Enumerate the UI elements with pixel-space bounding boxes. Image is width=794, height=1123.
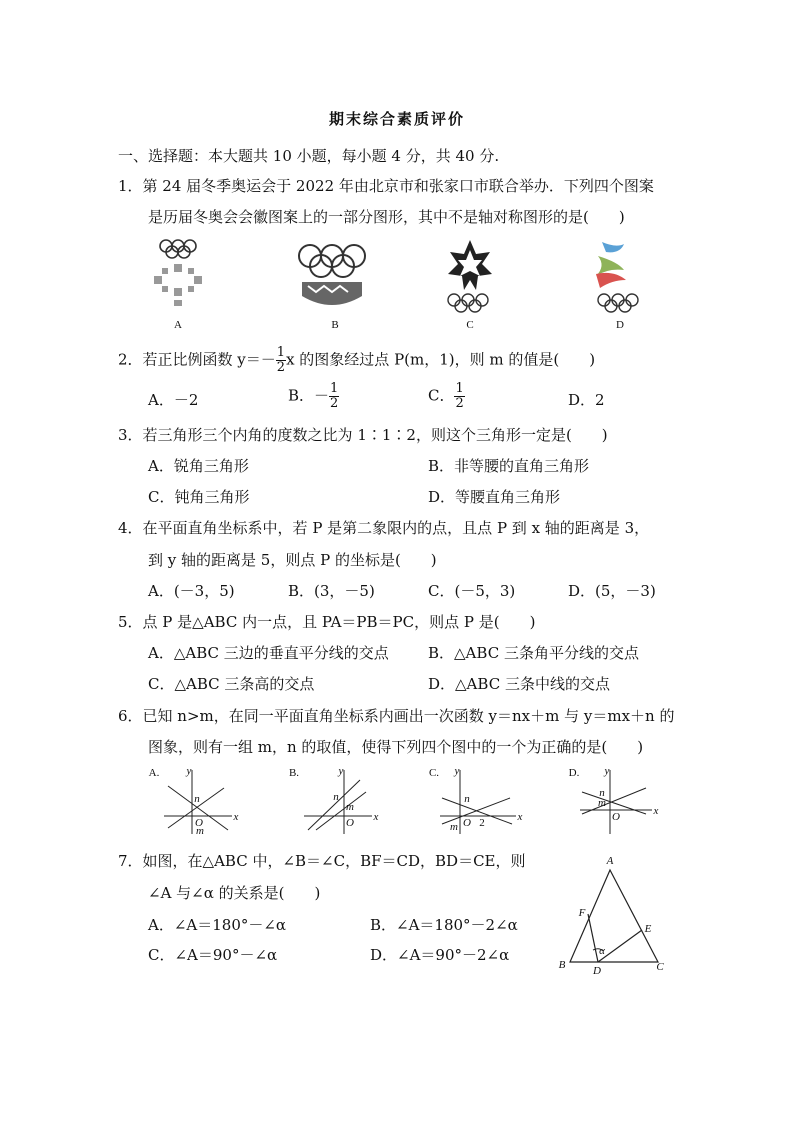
svg-text:α: α	[599, 945, 605, 957]
q2-option-d: D．2	[568, 391, 605, 409]
q2-stem-a: 2．若正比例函数 y＝－	[118, 350, 276, 369]
svg-text:E: E	[644, 923, 652, 935]
emblem-a-label: A	[174, 319, 182, 331]
svg-text:B.: B.	[288, 767, 300, 779]
q7-option-d: D．∠A＝90°－2∠α	[370, 946, 510, 964]
q3-stem: 3．若三角形三个内角的度数之比为 1∶1∶2，则这个三角形一定是( )	[118, 426, 608, 444]
emblem-b-icon	[299, 245, 365, 305]
svg-text:m: m	[346, 801, 354, 813]
emblem-c-label: C	[466, 319, 474, 331]
svg-text:B: B	[558, 959, 566, 971]
svg-text:C.: C.	[428, 767, 440, 779]
svg-text:n: n	[599, 787, 605, 799]
svg-text:D.: D.	[568, 767, 580, 779]
emblem-c-icon	[448, 240, 492, 312]
q5-option-c: C．△ABC 三条高的交点	[148, 675, 315, 693]
svg-text:D: D	[593, 965, 601, 977]
emblem-d-icon	[596, 242, 638, 312]
svg-text:C: C	[656, 961, 664, 973]
page-title: 期末综合素质评价	[328, 110, 465, 128]
q3-option-b: B．非等腰的直角三角形	[428, 457, 590, 475]
q7-figure	[550, 850, 680, 980]
q1-line2: 是历届冬奥会会徽图案上的一部分图形，其中不是轴对称图形的是( )	[148, 208, 625, 226]
q6-graphs	[146, 764, 666, 840]
svg-text:y: y	[186, 765, 192, 777]
q4-option-a: A．(－3，5)	[148, 582, 235, 600]
svg-text:F: F	[578, 907, 586, 919]
emblem-b-label: B	[331, 319, 339, 331]
emblem-a-icon	[154, 240, 202, 306]
svg-text:y: y	[338, 765, 344, 777]
svg-text:m: m	[598, 797, 606, 809]
q6-line1: 6．已知 n>m，在同一平面直角坐标系内画出一次函数 y＝nx＋m 与 y＝mx＋n 的	[118, 707, 675, 725]
svg-text:O: O	[346, 817, 354, 829]
svg-text:x: x	[517, 811, 523, 823]
q2-option-c: C． $\frac{1}{2}$	[428, 381, 464, 411]
q3-option-c: C．钝角三角形	[148, 488, 250, 506]
q7-line2: ∠A 与∠α 的关系是( )	[148, 884, 321, 902]
q4-line1: 4．在平面直角坐标系中，若 P 是第二象限内的点，且点 P 到 x 轴的距离是 3，	[118, 519, 650, 537]
q1-emblems	[140, 234, 660, 334]
svg-text:m: m	[196, 825, 204, 837]
svg-text:y: y	[454, 765, 460, 777]
svg-text:n: n	[333, 791, 339, 803]
q6-graph-c	[429, 765, 523, 834]
q2-stem	[118, 346, 595, 375]
svg-text:2: 2	[479, 817, 485, 829]
q7-line1: 7．如图，在△ABC 中，∠B＝∠C，BF＝CD，BD＝CE，则	[118, 852, 526, 870]
svg-text:O: O	[195, 817, 203, 829]
q4-line2: 到 y 轴的距离是 5，则点 P 的坐标是( )	[148, 551, 437, 569]
q6-line2: 图象，则有一组 m，n 的取值，使得下列四个图中的一个为正确的是( )	[148, 738, 644, 756]
q7-option-b: B．∠A＝180°－2∠α	[370, 916, 518, 934]
q1-line1: 1．第 24 届冬季奥运会于 2022 年由北京市和张家口市联合举办．下列四个图案	[118, 177, 654, 195]
svg-text:m: m	[450, 821, 458, 833]
q2-fraction: $\frac{1}{2}$	[276, 345, 286, 375]
q3-option-d: D．等腰直角三角形	[428, 488, 561, 506]
q2-option-b: B．－ $\frac{1}{2}$	[288, 381, 339, 411]
q5-option-b: B．△ABC 三条角平分线的交点	[428, 644, 639, 662]
q6-graph-b	[289, 765, 379, 834]
q6-graph-d	[569, 765, 659, 834]
svg-text:x: x	[653, 805, 659, 817]
q4-option-b: B．(3，－5)	[288, 582, 375, 600]
q2-option-a: A．－2	[148, 391, 199, 409]
svg-text:O: O	[463, 817, 471, 829]
q2-stem-b: x 的图象经过点 P(m，1)，则 m 的值是( )	[286, 350, 596, 369]
emblem-d-label: D	[616, 319, 624, 331]
q7-option-c: C．∠A＝90°－∠α	[148, 946, 278, 964]
svg-text:O: O	[612, 811, 620, 823]
svg-text:y: y	[604, 765, 610, 777]
q4-option-c: C．(－5，3)	[428, 582, 516, 600]
q5-option-d: D．△ABC 三条中线的交点	[428, 675, 610, 693]
q4-option-d: D．(5，－3)	[568, 582, 656, 600]
q5-stem: 5．点 P 是△ABC 内一点，且 PA＝PB＝PC，则点 P 是( )	[118, 613, 536, 631]
section-heading: 一、选择题：本大题共 10 小题，每小题 4 分，共 40 分.	[118, 147, 500, 165]
q5-option-a: A．△ABC 三边的垂直平分线的交点	[148, 644, 389, 662]
q3-option-a: A．锐角三角形	[148, 457, 249, 475]
svg-text:n: n	[464, 793, 470, 805]
svg-text:A.: A.	[148, 767, 160, 779]
svg-text:x: x	[233, 811, 239, 823]
q7-option-a: A．∠A＝180°－∠α	[148, 916, 287, 934]
svg-text:n: n	[194, 793, 200, 805]
svg-text:A: A	[606, 855, 614, 867]
svg-text:x: x	[373, 811, 379, 823]
q6-graph-a	[149, 765, 239, 837]
